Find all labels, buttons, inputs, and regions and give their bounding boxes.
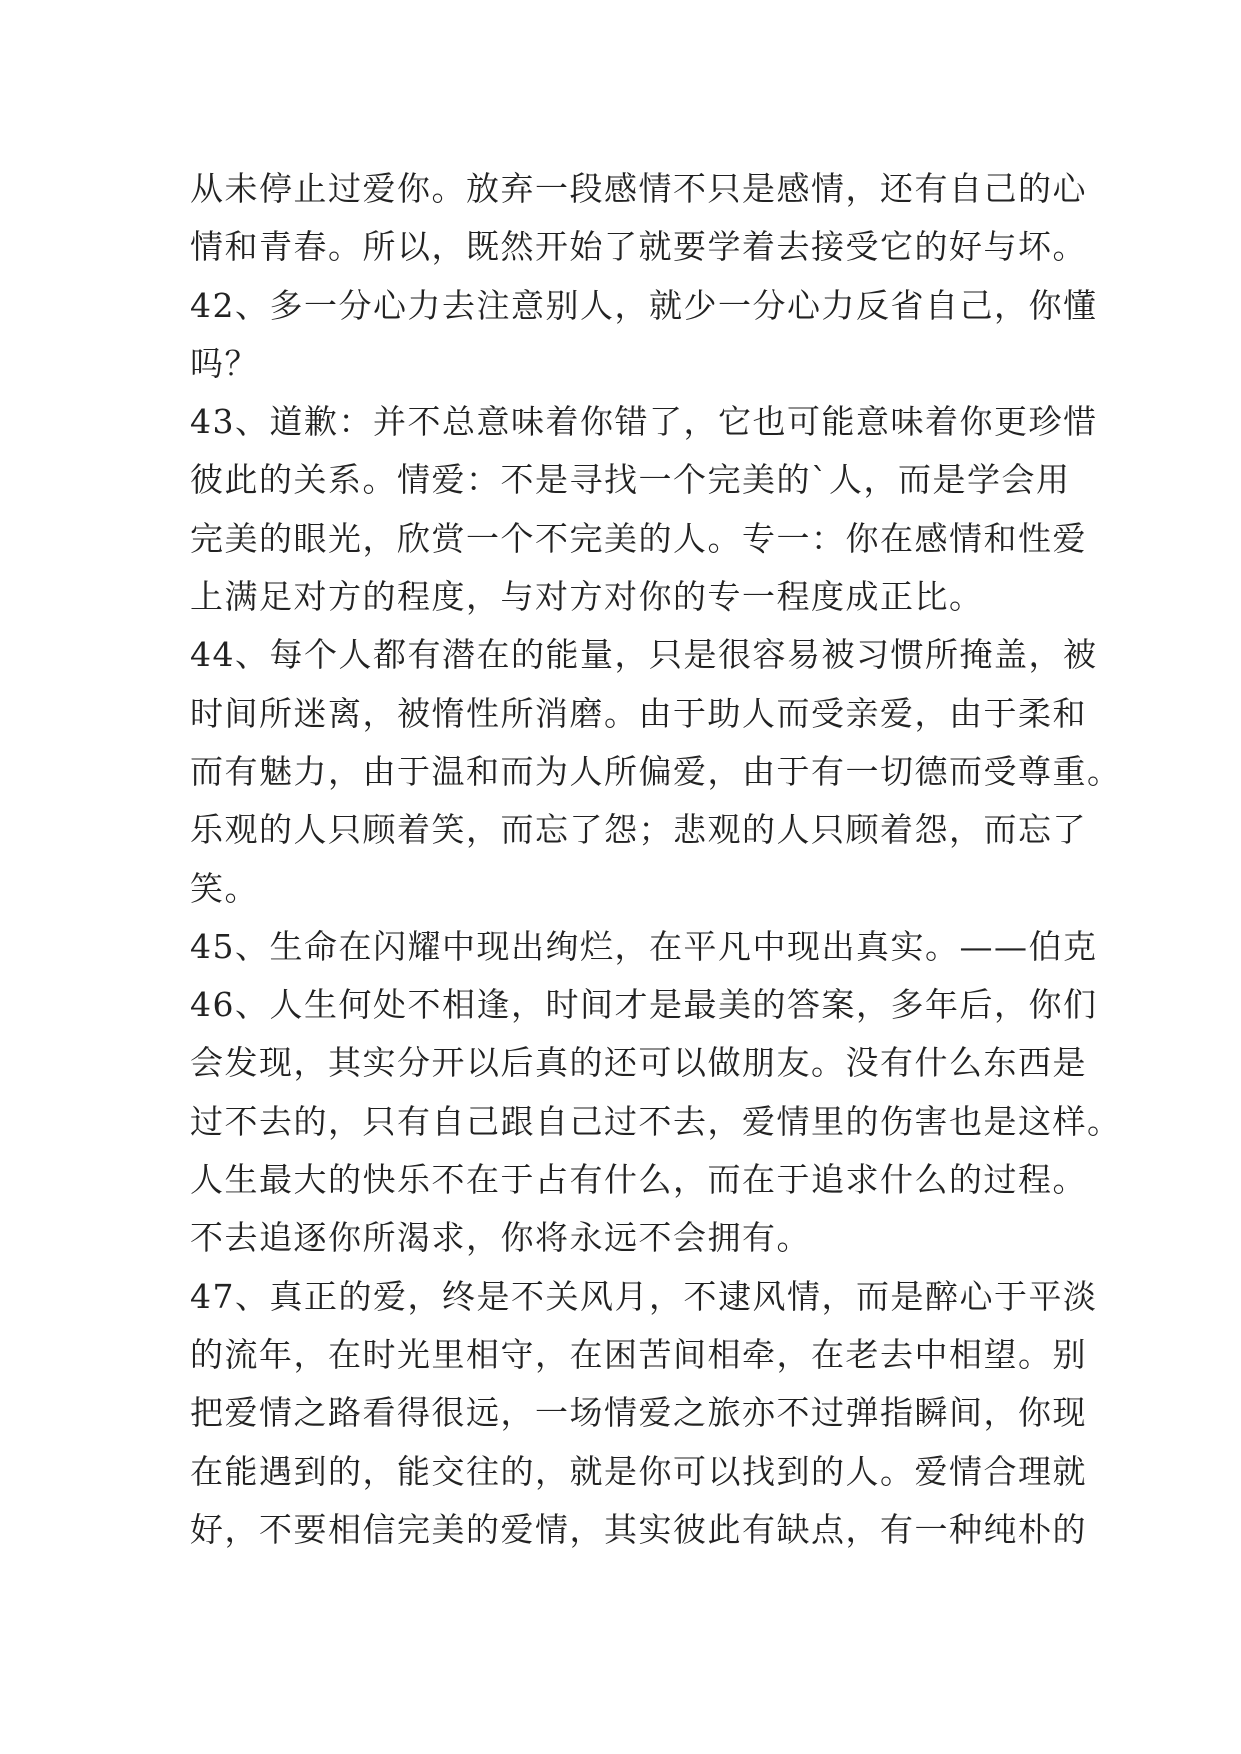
text-line: 笑。 xyxy=(190,868,259,908)
text-line: 完美的眼光，欣赏一个不完美的人。专一：你在感情和性爱 xyxy=(190,518,1087,558)
text-line: 在能遇到的，能交往的，就是你可以找到的人。爱情合理就 xyxy=(190,1451,1087,1491)
text-line: 43、道歉：并不总意味着你错了，它也可能意味着你更珍惜 xyxy=(190,402,1098,442)
text-line: 42、多一分心力去注意别人，就少一分心力反省自己，你懂 xyxy=(190,285,1098,325)
text-line: 从未停止过爱你。放弃一段感情不只是感情，还有自己的心 xyxy=(190,169,1087,208)
text-line: 好，不要相信完美的爱情，其实彼此有缺点，有一种纯朴的 xyxy=(190,1509,1087,1549)
text-line: 吗？ xyxy=(190,343,259,383)
text-line: 时间所迷离，被惰性所消磨。由于助人而受亲爱，由于柔和 xyxy=(190,693,1087,733)
text-line: 会发现，其实分开以后真的还可以做朋友。没有什么东西是 xyxy=(190,1043,1087,1083)
text-line: 过不去的，只有自己跟自己过不去，爱情里的伤害也是这样。 xyxy=(190,1101,1122,1141)
text-line: 46、人生何处不相逢，时间才是最美的答案，多年后，你们 xyxy=(190,985,1098,1025)
text-line: 不去追逐你所渴求，你将永远不会拥有。 xyxy=(190,1218,811,1258)
text-line: 彼此的关系。情爱：不是寻找一个完美的`人，而是学会用 xyxy=(190,460,1071,500)
text-line: 44、每个人都有潜在的能量，只是很容易被习惯所掩盖，被 xyxy=(190,635,1098,675)
text-line: 的流年，在时光里相守，在困苦间相牵，在老去中相望。别 xyxy=(190,1334,1087,1374)
document-body xyxy=(190,160,1122,1559)
text-line: 乐观的人只顾着笑，而忘了怨；悲观的人只顾着怨，而忘了 xyxy=(190,810,1087,850)
text-line: 情和青春。所以，既然开始了就要学着去接受它的好与坏。 xyxy=(190,227,1087,267)
text-line: 47、真正的爱，终是不关风月，不逮风情，而是醉心于平淡 xyxy=(190,1276,1098,1316)
text-line: 而有魅力，由于温和而为人所偏爱，由于有一切德而受尊重。 xyxy=(190,751,1122,791)
text-line: 把爱情之路看得很远，一场情爱之旅亦不过弹指瞬间，你现 xyxy=(190,1393,1087,1433)
text-line: 人生最大的快乐不在于占有什么，而在于追求什么的过程。 xyxy=(190,1160,1087,1200)
text-line: 上满足对方的程度，与对方对你的专一程度成正比。 xyxy=(190,577,984,617)
text-line: 45、生命在闪耀中现出绚烂，在平凡中现出真实。——伯克 xyxy=(190,926,1098,966)
